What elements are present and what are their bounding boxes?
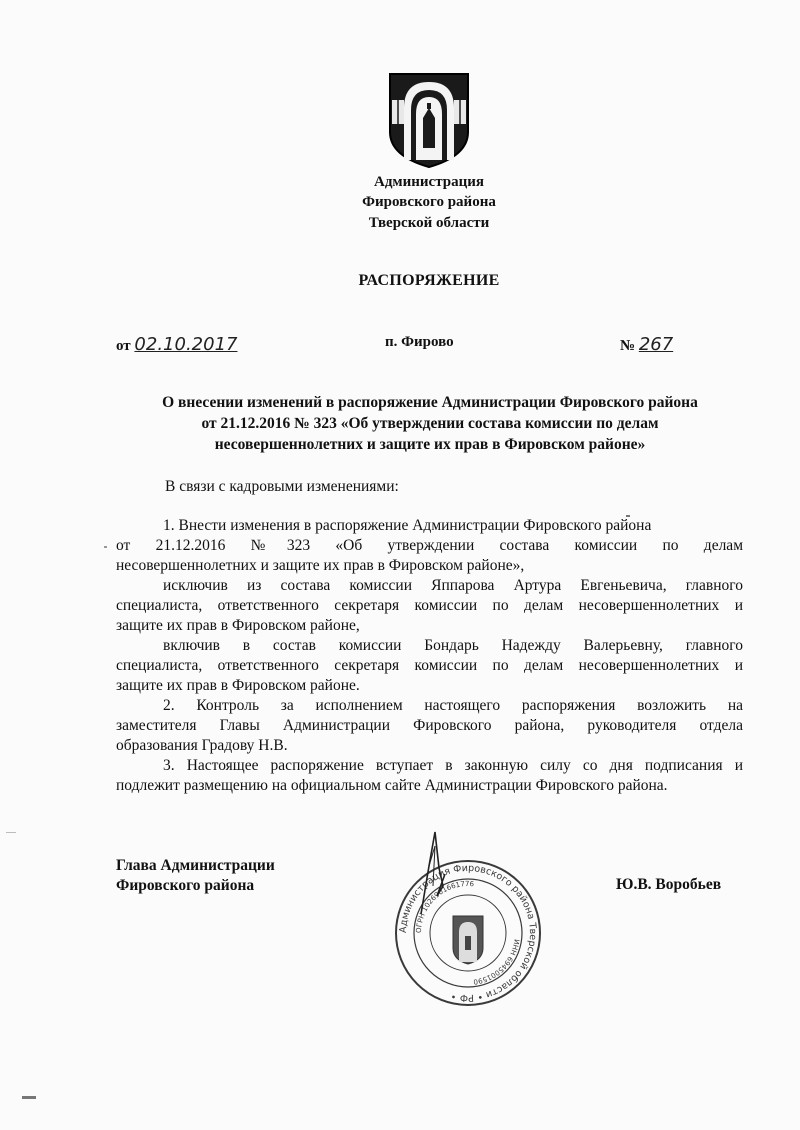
org-name-line1: Администрация [373, 174, 485, 190]
stamp-inn-text: ИНН 6945001590 [472, 938, 521, 986]
intro-paragraph: В связи с кадровыми изменениями: [165, 478, 399, 495]
paragraph-1-line: защите их прав в Фировском районе, [116, 617, 360, 634]
org-name-line3: Тверской области [368, 215, 490, 231]
scan-speck [22, 1096, 36, 1099]
document-place: п. Фирово [385, 334, 454, 350]
signatory-title-line2: Фировского района [116, 877, 255, 894]
handwritten-signature [415, 826, 455, 916]
paragraph-1-line: защите их прав в Фировском районе. [116, 677, 360, 694]
paragraph-1-line: 1. Внести изменения в распоряжение Администрации Фировского района [163, 517, 652, 534]
scan-speck [626, 515, 630, 517]
handwritten-date: 02.10.2017 [134, 334, 238, 355]
org-name-line2: Фировского района [362, 194, 496, 210]
document-number [620, 334, 673, 355]
paragraph-2-line: 2. Контроль за исполнением настоящего распоряжения возложить на [163, 697, 743, 714]
paragraph-2-line: заместителя Главы Администрации Фировского района, руководителя отдела [116, 717, 743, 734]
paragraph-3-line: подлежит размещению на официальном сайте Администрации Фировского района. [116, 777, 668, 794]
number-prefix: № [620, 338, 636, 354]
signatory-name: Ю.В. Воробьев [616, 876, 722, 893]
paragraph-1-line: специалиста, ответственного секретаря комиссии по делам несовершеннолетних и [116, 657, 743, 674]
coat-of-arms-emblem [386, 70, 472, 170]
scan-speck [104, 546, 107, 548]
paragraph-1-line: включив в состав комиссии Бондарь Надежду Валерьевну, главного [163, 637, 743, 654]
date-prefix: от [116, 338, 131, 354]
paragraph-1-line: специалиста, ответственного секретаря комиссии по делам несовершеннолетних и [116, 597, 743, 614]
document-subject [100, 392, 760, 455]
scan-speck [6, 832, 16, 833]
paragraph-1-line: исключив из состава комиссии Яппарова Артура Евгеньевича, главного [163, 577, 743, 594]
paragraph-1-line: несовершеннолетних и защите их прав в Фировском районе», [116, 557, 525, 574]
paragraph-2-line: образования Градову Н.В. [116, 737, 288, 754]
stamp-ogrn-text: ОГРН 1026901661776 [414, 879, 475, 934]
paragraph-3-line: 3. Настоящее распоряжение вступает в законную силу со дня подписания и [163, 757, 743, 774]
paragraph-1-line: от 21.12.2016 №323 «Об утверждении состава комиссии по делам [116, 537, 743, 554]
stamp-emblem-icon [453, 916, 483, 964]
handwritten-number: 267 [638, 334, 674, 355]
stamp-outer-text: Администрация Фировского района Тверской области • РФ • [397, 862, 539, 1004]
subject-line: несовершеннолетних и защите их прав в Фировском районе» [214, 436, 646, 453]
signatory-title-line1: Глава Администрации [116, 857, 275, 874]
document-date [116, 334, 237, 355]
subject-line: от 21.12.2016 № 323 «Об утверждении состава комиссии по делам [201, 415, 659, 432]
document-type-title: РАСПОРЯЖЕНИЕ [358, 272, 500, 289]
subject-line: О внесении изменений в распоряжение Администрации Фировского района [162, 394, 698, 411]
